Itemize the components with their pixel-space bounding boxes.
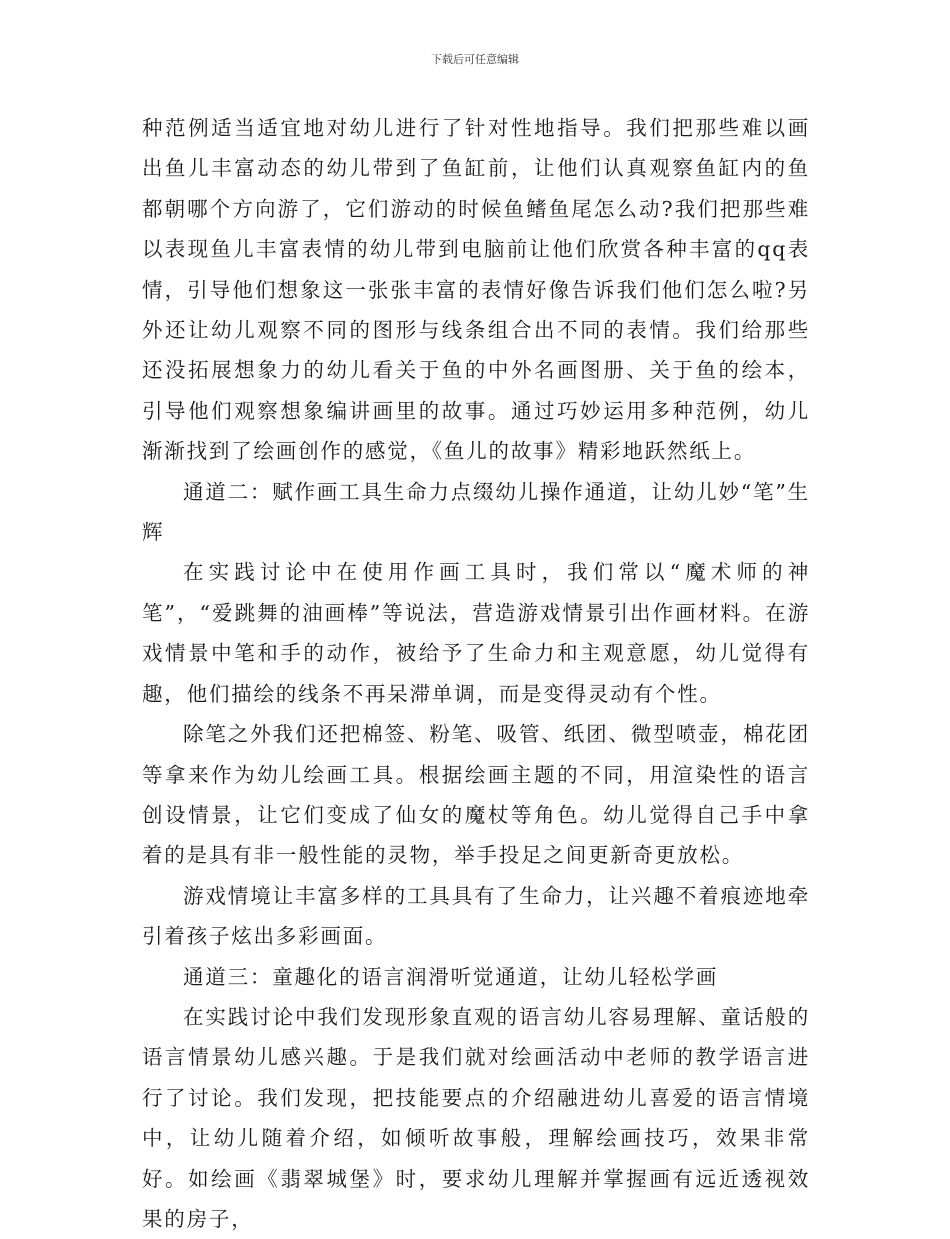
page-header: 下载后可任意编辑 [431, 53, 519, 66]
section-heading-channel-two: 通道二：赋作画工具生命力点缀幼儿操作通道，让幼儿妙“笔”生辉 [142, 479, 810, 545]
paragraph-continuation: 种范例适当适宜地对幼儿进行了针对性地指导。我们把那些难以画出鱼儿丰富动态的幼儿带到了鱼缸前，让他们认真观察鱼缸内的鱼都朝哪个方向游了，它们游动的时候鱼鳍鱼尾怎么动?我们把那些难以表现鱼儿丰富表情的幼儿带到电脑前让他们欣赏各种丰富的qq表情，引导他们想象这一张张丰富的表情好像告诉我们他们怎么啦?另外还让幼儿观察不同的图形与线条组合出不同的表情。我们给那些还没拓展想象力的幼儿看关于鱼的中外名画图册、关于鱼的绘本，引导他们观察想象编讲画里的故事。通过巧妙运用多种范例，幼儿渐渐找到了绘画创作的感觉，《鱼儿的故事》精彩地跃然纸上。 [142, 116, 810, 464]
paragraph: 游戏情境让丰富多样的工具具有了生命力，让兴趣不着痕迹地牵引着孩子炫出多彩画面。 [142, 883, 810, 949]
document-body [142, 108, 810, 1239]
paragraph: 在实践讨论中在使用作画工具时，我们常以“魔术师的神笔”，“爱跳舞的油画棒”等说法，营造游戏情景引出作画材料。在游戏情景中笔和手的动作，被给予了生命力和主观意愿，幼儿觉得有趣，他们描绘的线条不再呆滞单调，而是变得灵动有个性。 [142, 560, 810, 706]
paragraph: 在实践讨论中我们发现形象直观的语言幼儿容易理解、童话般的语言情景幼儿感兴趣。于是我们就对绘画活动中老师的教学语言进行了讨论。我们发现，把技能要点的介绍融进幼儿喜爱的语言情境中，让幼儿随着介绍，如倾听故事般，理解绘画技巧，效果非常好。如绘画《翡翠城堡》时，要求幼儿理解并掌握画有远近透视效果的房子， [142, 1004, 810, 1231]
paragraph: 除笔之外我们还把棉签、粉笔、吸管、纸团、微型喷壶，棉花团等拿来作为幼儿绘画工具。根据绘画主题的不同，用渲染性的语言创设情景，让它们变成了仙女的魔杖等角色。幼儿觉得自己手中拿着的是具有非一般性能的灵物，举手投足之间更新奇更放松。 [142, 722, 810, 868]
section-heading-channel-three: 通道三：童趣化的语言润滑听觉通道，让幼儿轻松学画 [183, 964, 719, 989]
